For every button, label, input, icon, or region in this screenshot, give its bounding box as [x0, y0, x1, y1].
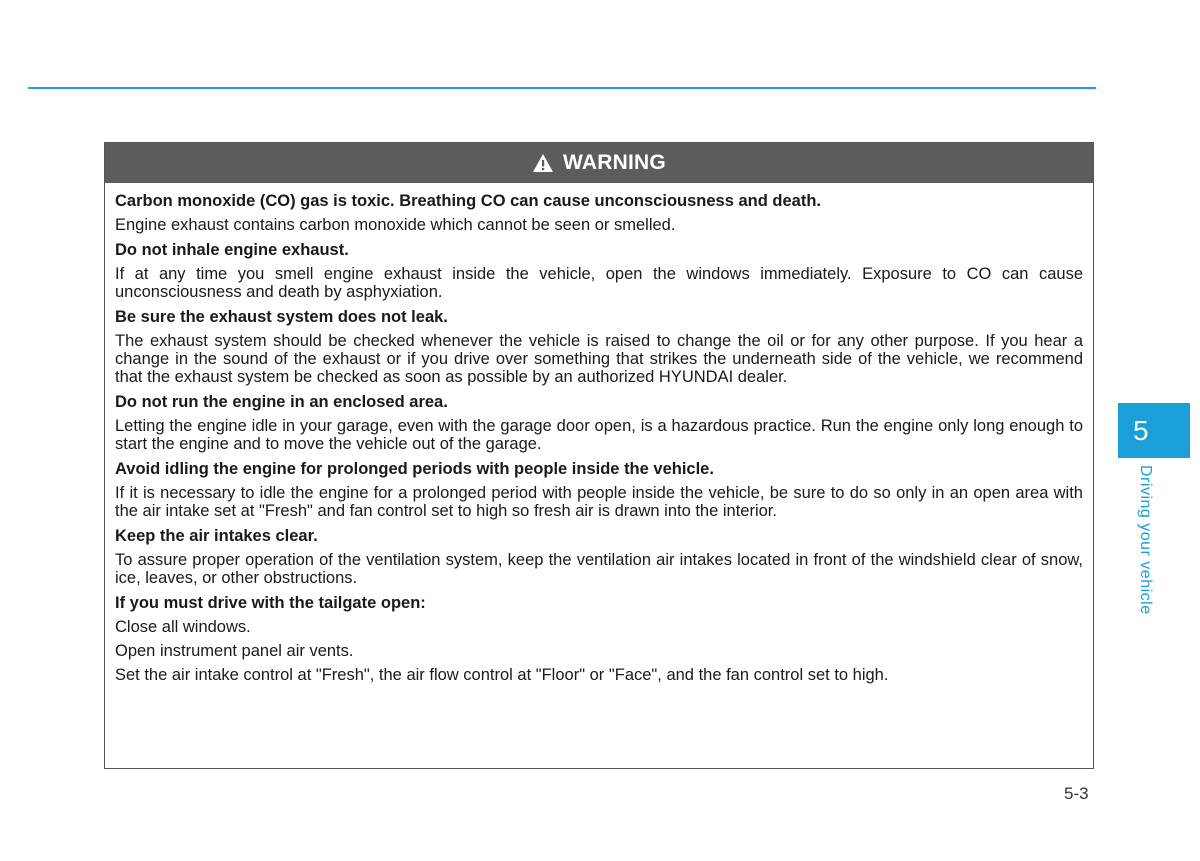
section-title: Keep the air intakes clear. [115, 527, 318, 545]
page-number: 5-3 [1064, 784, 1089, 803]
warning-box [104, 142, 1094, 769]
section-text: Engine exhaust contains carbon monoxide which cannot be seen or smelled. [115, 216, 676, 234]
chapter-number: 5 [1133, 414, 1149, 446]
section-text: Open instrument panel air vents. [115, 642, 354, 660]
section-text: The exhaust system should be checked whenever the vehicle is raised to change the oil or for any other purpose. If you hear a change in the sound of the exhaust or if you drive over something that strikes the underneath side of the vehicle, we recommend that the exhaust system be checked as soon as possible by an authorized HYUNDAI dealer. [115, 332, 1083, 386]
section-enclosed-area [115, 393, 1083, 453]
section-text: If at any time you smell engine exhaust inside the vehicle, open the windows immediately. Exposure to CO can cause unconsciousness and death by asphyxiation. [115, 265, 1083, 301]
section-text: To assure proper operation of the ventilation system, keep the ventilation air intakes located in front of the windshield clear of snow, ice, leaves, or other obstructions. [115, 551, 1083, 587]
section-text: Close all windows. [115, 618, 251, 636]
section-air-intakes [115, 527, 1083, 587]
section-title: If you must drive with the tailgate open: [115, 594, 426, 612]
section-text: If it is necessary to idle the engine for a prolonged period with people inside the vehicle, be sure to do so only in an open area with the air intake set at "Fresh" and fan control set to high so fresh air is drawn into the interior. [115, 484, 1083, 520]
section-text: Letting the engine idle in your garage, even with the garage door open, is a hazardous practice. Run the engine only long enough to start the engine and to move the vehicle out of the garage. [115, 417, 1083, 453]
section-title: Do not inhale engine exhaust. [115, 241, 349, 259]
section-exhaust-leak [115, 308, 1083, 386]
section-title: Be sure the exhaust system does not leak. [115, 308, 448, 326]
section-title: Carbon monoxide (CO) gas is toxic. Breathing CO can cause unconsciousness and death. [115, 192, 821, 210]
section-idling [115, 460, 1083, 520]
section-text: Set the air intake control at "Fresh", the air flow control at "Floor" or "Face", and the fan control set to high. [115, 666, 889, 684]
section-title: Do not run the engine in an enclosed area. [115, 393, 448, 411]
section-co-toxic [115, 192, 1083, 234]
warning-title: WARNING [563, 151, 666, 174]
section-tailgate [115, 594, 1083, 684]
section-title: Avoid idling the engine for prolonged periods with people inside the vehicle. [115, 460, 714, 478]
chapter-tab [1118, 403, 1190, 458]
warning-header [105, 143, 1093, 183]
warning-triangle-icon [532, 153, 554, 173]
section-inhale [115, 241, 1083, 301]
warning-body [105, 183, 1093, 684]
top-rule [28, 87, 1096, 89]
chapter-label: Driving your vehicle [1137, 465, 1154, 615]
